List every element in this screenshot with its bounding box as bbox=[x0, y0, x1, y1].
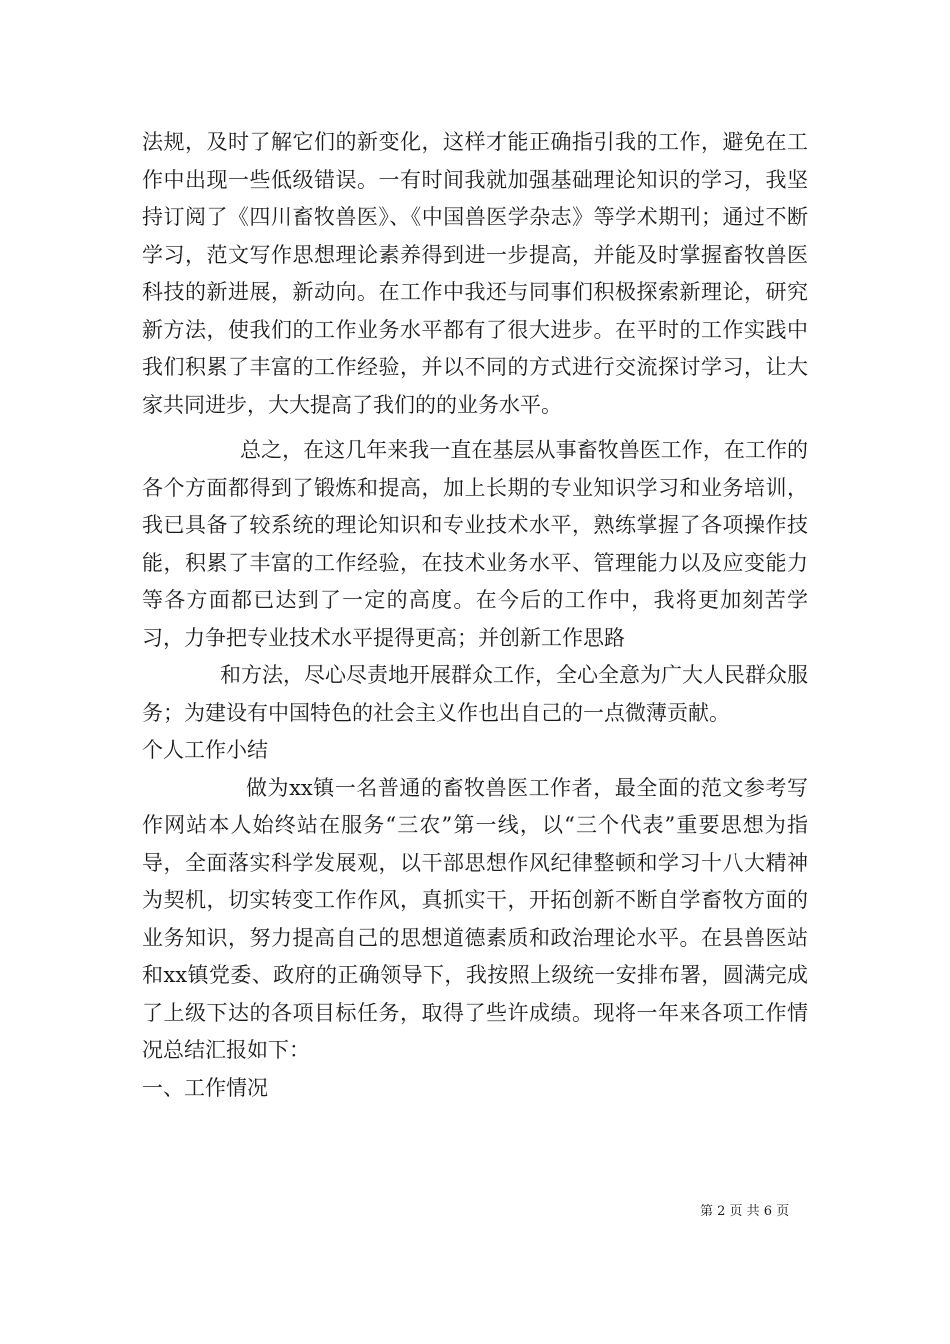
paragraph-continuation: 和方法，尽心尽责地开展群众工作，全心全意为广大人民群众服务；为建设有中国特色的社会主义作也出自己的一点微薄贡献。 bbox=[142, 663, 808, 725]
section-title: 个人工作小结 bbox=[142, 738, 268, 762]
paragraph-introduction: 做为xx镇一名普通的畜牧兽医工作者，最全面的范文参考写作网站本人始终站在服务“三农”第一线，以“三个代表”重要思想为指导，全面落实科学发展观，以干部思想作风纪律整顿和学习十八大精神为契机，切实转变工作作风，真抓实干，开拓创新不断自学畜牧方面的业务知识，努力提高自己的思想道德素质和政治理论水平。在县兽医站和xx镇党委、政府的正确领导下，我按照上级统一安排布署，圆满完成了上级下达的各项目标任务，取得了些许成绩。现将一年来各项工作情况总结汇报如下： bbox=[142, 775, 808, 1062]
paragraph-regulations-study: 法规，及时了解它们的新变化，这样才能正确指引我的工作，避免在工作中出现一些低级错误。一有时间我就加强基础理论知识的学习，我坚持订阅了《四川畜牧兽医》、《中国兽医学杂志》等学术期刊；通过不断学习，范文写作思想理论素养得到进一步提高，并能及时掌握畜牧兽医科技的新进展，新动向。在工作中我还与同事们积极探索新理论，研究新方法，使我们的工作业务水平都有了很大进步。在平时的工作实践中我们积累了丰富的工作经验，并以不同的方式进行交流探讨学习，让大家共同进步，大大提高了我们的的业务水平。 bbox=[142, 130, 808, 417]
page-indicator: 第 2 页 共 6 页 bbox=[700, 1204, 790, 1219]
document-body bbox=[142, 124, 808, 1107]
paragraph-summary: 总之，在这几年来我一直在基层从事畜牧兽医工作，在工作的各个方面都得到了锻炼和提高，加上长期的专业知识学习和业务培训，我已具备了较系统的理论知识和专业技术水平，熟练掌握了各项操作技能，积累了丰富的工作经验，在技术业务水平、管理能力以及应变能力等各方面都已达到了一定的高度。在今后的工作中，我将更加刻苦学习，力争把专业技术水平提得更高；并创新工作思路 bbox=[142, 438, 808, 650]
section-heading-work-status: 一、工作情况 bbox=[142, 1075, 268, 1100]
